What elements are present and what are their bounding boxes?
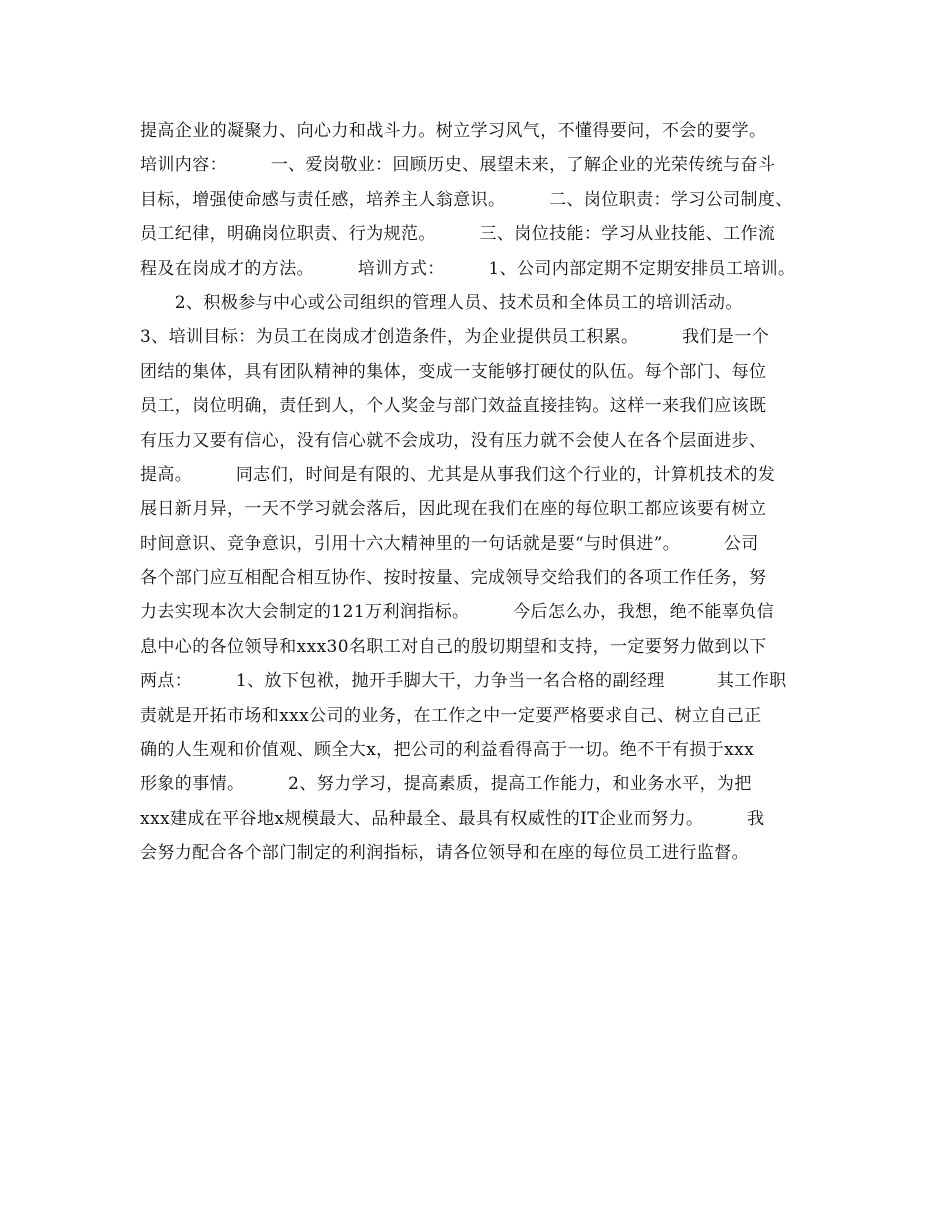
text-line: 程及在岗成才的方法。 培训方式： 1、公司内部定期不定期安排员工培训。: [140, 258, 796, 279]
body-text: [140, 114, 830, 871]
text-line: 提高。 同志们，时间是有限的、尤其是从事我们这个行业的，计算机技术的发: [140, 464, 776, 485]
text-line: 各个部门应互相配合相互协作、按时按量、完成领导交给我们的各项工作任务，努: [140, 568, 767, 589]
text-line: 息中心的各位领导和xxx30名职工对自己的殷切期望和支持，一定要努力做到以下: [140, 636, 767, 657]
text-line: 2、积极参与中心或公司组织的管理人员、技术员和全体员工的培训活动。: [140, 292, 743, 313]
text-line: 确的人生观和价值观、顾全大x，把公司的利益看得高于一切。绝不干有损于xxx: [140, 740, 755, 761]
text-line: 培训内容： 一、爱岗敬业：回顾历史、展望未来，了解企业的光荣传统与奋斗: [140, 155, 776, 176]
text-line: 责就是开拓市场和xxx公司的业务，在工作之中一定要严格要求自己、树立自己正: [140, 705, 762, 726]
text-line: 会努力配合各个部门制定的利润指标，请各位领导和在座的每位员工进行监督。: [140, 843, 749, 864]
text-line: 有压力又要有信心，没有信心就不会成功，没有压力就不会使人在各个层面进步、: [140, 430, 767, 451]
text-line: 力去实现本次大会制定的121万利润指标。 今后怎么办，我想，绝不能辜负信: [140, 602, 775, 623]
text-line: 员工，岗位明确，责任到人，个人奖金与部门效益直接挂钩。这样一来我们应该既: [140, 396, 767, 417]
text-line: xxx建成在平谷地x规模最大、品种最全、最具有权威性的IT企业而努力。 我: [140, 808, 765, 829]
text-line: 时间意识、竞争意识，引用十六大精神里的一句话就是要“与时俱进”。 公司: [140, 533, 759, 554]
text-line: 目标，增强使命感与责任感，培养主人翁意识。 二、岗位职责：学习公司制度、: [140, 189, 793, 210]
text-line: 展日新月异，一天不学习就会落后，因此现在我们在座的每位职工都应该要有树立: [140, 499, 767, 520]
text-line: 两点： 1、放下包袱，抛开手脚大干，力争当一名合格的副经理 其工作职: [140, 671, 787, 692]
text-line: 提高企业的凝聚力、向心力和战斗力。树立学习风气，不懂得要问，不会的要学。: [140, 121, 767, 141]
text-line: 团结的集体，具有团队精神的集体，变成一支能够打硬仗的队伍。每个部门、每位: [140, 361, 767, 382]
text-line: 形象的事情。 2、努力学习，提高素质，提高工作能力，和业务水平，为把: [140, 774, 752, 795]
text-line: 员工纪律，明确岗位职责、行为规范。 三、岗位技能：学习从业技能、工作流: [140, 224, 776, 245]
text-line: 3、培训目标：为员工在岗成才创造条件，为企业提供员工积累。 我们是一个: [140, 327, 770, 348]
